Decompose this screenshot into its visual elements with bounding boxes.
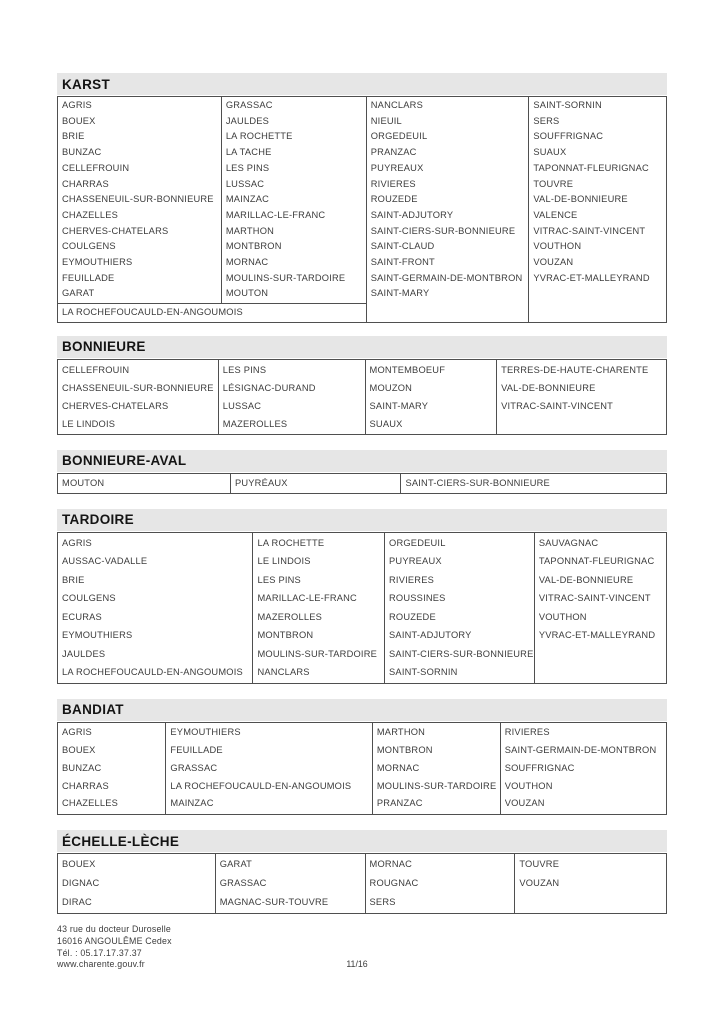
- commune-name: MONTBRON: [225, 241, 282, 252]
- commune-name: LA ROCHETTE: [225, 131, 293, 142]
- commune-name: VOUTHON: [504, 780, 553, 791]
- commune-name: LUSSAC: [225, 178, 265, 189]
- commune-name: VAL-DE-BONNIEURE: [501, 382, 596, 393]
- commune-name: SERS: [533, 115, 560, 126]
- commune-name: MOULINS-SUR-TARDOIRE: [225, 272, 346, 283]
- commune-name: VOUZAN: [533, 257, 574, 268]
- section-title: ÉCHELLE-LÈCHE: [62, 833, 180, 849]
- table-column: [221, 97, 366, 304]
- commune-name: FEUILLADE: [170, 744, 223, 755]
- commune-name: GRASSAC: [225, 100, 273, 110]
- section-bonnieure-aval: [57, 450, 667, 494]
- commune-name: MARILLAC-LE-FRANC: [225, 209, 326, 220]
- commune-name: SERS: [369, 897, 396, 908]
- table-column: [58, 854, 216, 914]
- commune-name: TAPONNAT-FLEURIGNAC: [533, 162, 649, 173]
- commune-name: VOUZAN: [504, 798, 545, 809]
- commune-name: JAULDES: [62, 648, 106, 659]
- commune-name: MOUZON: [369, 382, 413, 393]
- table-column: [58, 473, 231, 493]
- commune-name: MOULINS-SUR-TARDOIRE: [257, 648, 378, 659]
- commune-name: LA ROCHEFOUCAULD-EN-ANGOUMOIS: [62, 307, 243, 318]
- section-bonnieure: [57, 336, 667, 435]
- commune-name: GARAT: [62, 288, 95, 299]
- footer-website: www.charente.gouv.fr: [57, 959, 145, 970]
- commune-name: GRASSAC: [219, 878, 267, 889]
- commune-name: VAL-DE-BONNIEURE: [538, 574, 634, 585]
- sections-container: [57, 73, 667, 927]
- table-column: [215, 854, 365, 914]
- commune-name: BRIE: [62, 574, 85, 585]
- commune-name: MORNAC: [369, 859, 413, 870]
- commune-name: AGRIS: [62, 537, 92, 548]
- commune-name: BOUEX: [62, 859, 96, 870]
- commune-name: CHAZELLES: [62, 209, 119, 220]
- commune-name: MAINZAC: [225, 194, 270, 205]
- commune-name: CHERVES-CHATELARS: [62, 225, 169, 236]
- commune-name: ORGEDEUIL: [370, 131, 428, 142]
- commune-name: SAUVAGNAC: [538, 537, 599, 548]
- commune-name: LES PINS: [225, 162, 270, 173]
- commune-name: SAINT-ADJUTORY: [370, 209, 454, 220]
- table-column: [58, 359, 219, 434]
- commune-name: CHAZELLES: [62, 798, 119, 809]
- commune-name: SUAUX: [533, 147, 567, 158]
- commune-name: TOUVRE: [519, 859, 560, 870]
- commune-name: SAINT-CIERS-SUR-BONNIEURE: [389, 648, 534, 659]
- spanning-commune-cell: [58, 304, 367, 323]
- commune-table: [57, 96, 667, 323]
- commune-name: VOUTHON: [538, 611, 587, 622]
- commune-name: LA ROCHETTE: [257, 537, 325, 548]
- commune-name: MARILLAC-LE-FRANC: [257, 593, 357, 604]
- commune-name: FEUILLADE: [62, 272, 115, 283]
- commune-name: SAINT-CIERS-SUR-BONNIEURE: [405, 477, 550, 488]
- footer-address-line1: 43 rue du docteur Duroselle: [57, 924, 171, 934]
- commune-name: LES PINS: [222, 364, 267, 375]
- commune-name: CHERVES-CHATELARS: [62, 400, 169, 411]
- commune-name: CHARRAS: [62, 178, 109, 189]
- commune-name: BUNZAC: [62, 147, 102, 158]
- section-title-band: [57, 509, 667, 531]
- table-column: [401, 473, 667, 493]
- commune-name: MARTHON: [225, 225, 275, 236]
- commune-name: MAZEROLLES: [222, 418, 288, 429]
- commune-table: [57, 473, 667, 494]
- commune-name: TAPONNAT-FLEURIGNAC: [538, 556, 655, 567]
- commune-name: GRASSAC: [170, 762, 218, 773]
- section-title-band: [57, 450, 667, 472]
- commune-name: DIRAC: [62, 897, 92, 908]
- commune-name: MAINZAC: [170, 798, 214, 809]
- footer-address-line2: 16016 ANGOULÊME Cedex: [57, 935, 172, 946]
- empty-cell: [366, 304, 529, 323]
- commune-name: NIEUIL: [370, 115, 402, 126]
- commune-name: MARTHON: [376, 726, 426, 737]
- commune-name: BOUEX: [62, 115, 96, 126]
- commune-name: BUNZAC: [62, 762, 102, 773]
- section-bandiat: [57, 699, 667, 816]
- commune-name: ROUGNAC: [369, 878, 419, 889]
- commune-name: PRANZAC: [376, 798, 423, 809]
- section-title-band: [57, 73, 667, 95]
- commune-name: TERRES-DE-HAUTE-CHARENTE: [501, 364, 649, 375]
- commune-name: VALENCE: [533, 209, 578, 220]
- commune-name: YVRAC-ET-MALLEYRAND: [538, 630, 656, 641]
- commune-name: VOUTHON: [533, 241, 582, 252]
- table-column: [218, 359, 365, 434]
- commune-name: VITRAC-SAINT-VINCENT: [533, 225, 646, 236]
- table-column: [58, 722, 166, 815]
- commune-name: SAINT-GERMAIN-DE-MONTBRON: [370, 272, 523, 283]
- table-column: [385, 532, 535, 683]
- section-title: BONNIEURE-AVAL: [62, 453, 187, 469]
- commune-name: MORNAC: [225, 257, 269, 268]
- commune-name: PUYREAUX: [370, 162, 424, 173]
- commune-name: NANCLARS: [257, 667, 310, 678]
- table-column: [534, 532, 666, 683]
- commune-name: YVRAC-ET-MALLEYRAND: [533, 272, 650, 283]
- commune-name: MOUTON: [62, 477, 105, 488]
- commune-table: [57, 359, 667, 435]
- table-column: [372, 722, 500, 815]
- table-column: [365, 359, 497, 434]
- commune-name: LES PINS: [257, 574, 301, 585]
- commune-name: TOUVRE: [533, 178, 574, 189]
- commune-name: SAINT-CIERS-SUR-BONNIEURE: [370, 225, 516, 236]
- commune-name: MONTBRON: [376, 744, 433, 755]
- commune-name: JAULDES: [225, 115, 270, 126]
- footer-phone: Tél. : 05.17.17.37.37: [57, 947, 142, 958]
- commune-name: LE LINDOIS: [62, 418, 116, 429]
- commune-name: SAINT-MARY: [370, 288, 430, 299]
- table-column: [529, 97, 667, 304]
- commune-name: BOUEX: [62, 744, 96, 755]
- section-tardoire: [57, 509, 667, 684]
- commune-name: ORGEDEUIL: [389, 537, 446, 548]
- commune-name: ROUZEDE: [370, 194, 418, 205]
- commune-name: CHARRAS: [62, 780, 109, 791]
- commune-name: RIVIERES: [389, 574, 435, 585]
- table-column: [230, 473, 401, 493]
- commune-name: SAINT-ADJUTORY: [389, 630, 472, 641]
- table-column: [497, 359, 667, 434]
- commune-name: LUSSAC: [222, 400, 262, 411]
- table-column: [366, 97, 529, 304]
- commune-name: MORNAC: [376, 762, 420, 773]
- table-column: [500, 722, 666, 815]
- empty-cell: [529, 304, 667, 323]
- section-karst: [57, 73, 667, 323]
- table-column: [58, 532, 253, 683]
- commune-name: SAINT-SORNIN: [533, 100, 602, 110]
- commune-name: SUAUX: [369, 418, 403, 429]
- commune-name: BRIE: [62, 131, 85, 142]
- commune-name: CHASSENEUIL-SUR-BONNIEURE: [62, 194, 214, 205]
- commune-name: PUYREAUX: [389, 556, 442, 567]
- table-column: [166, 722, 372, 815]
- section-echelle-leche: [57, 830, 667, 914]
- commune-name: EYMOUTHIERS: [62, 630, 133, 641]
- section-title: BANDIAT: [62, 702, 124, 718]
- section-title-band: [57, 830, 667, 852]
- commune-name: DIGNAC: [62, 878, 100, 889]
- commune-name: ROUSSINES: [389, 593, 446, 604]
- table-column: [58, 97, 222, 304]
- commune-name: SAINT-MARY: [369, 400, 429, 411]
- commune-name: CHASSENEUIL-SUR-BONNIEURE: [62, 382, 214, 393]
- commune-name: AUSSAC-VADALLE: [62, 556, 148, 567]
- commune-name: SAINT-CLAUD: [370, 241, 435, 252]
- table-column: [515, 854, 667, 914]
- commune-name: PUYRÉAUX: [234, 477, 288, 488]
- section-title: TARDOIRE: [62, 512, 134, 528]
- page-number: 11/16: [346, 959, 368, 969]
- commune-name: COULGENS: [62, 241, 116, 252]
- commune-name: AGRIS: [62, 100, 92, 110]
- commune-name: SOUFFRIGNAC: [504, 762, 575, 773]
- commune-name: COULGENS: [62, 593, 116, 604]
- commune-name: VITRAC-SAINT-VINCENT: [538, 593, 651, 604]
- commune-name: SAINT-SORNIN: [389, 667, 458, 678]
- commune-name: RIVIERES: [370, 178, 416, 189]
- commune-name: GARAT: [219, 859, 253, 870]
- commune-name: RIVIERES: [504, 726, 550, 737]
- commune-table: [57, 722, 667, 816]
- commune-name: EYMOUTHIERS: [170, 726, 241, 737]
- commune-name: MAGNAC-SUR-TOUVRE: [219, 897, 329, 908]
- commune-name: LE LINDOIS: [257, 556, 311, 567]
- commune-name: CELLEFROUIN: [62, 162, 130, 173]
- commune-name: SAINT-GERMAIN-DE-MONTBRON: [504, 744, 657, 755]
- commune-name: VITRAC-SAINT-VINCENT: [501, 400, 614, 411]
- commune-table: [57, 853, 667, 914]
- commune-name: CELLEFROUIN: [62, 364, 130, 375]
- commune-name: SAINT-FRONT: [370, 257, 435, 268]
- section-title-band: [57, 699, 667, 721]
- commune-name: VAL-DE-BONNIEURE: [533, 194, 628, 205]
- commune-name: MOULINS-SUR-TARDOIRE: [376, 780, 497, 791]
- table-column: [365, 854, 515, 914]
- commune-name: MONTBRON: [257, 630, 314, 641]
- commune-name: EYMOUTHIERS: [62, 257, 133, 268]
- commune-name: MONTEMBOEUF: [369, 364, 446, 375]
- commune-name: AGRIS: [62, 726, 92, 737]
- commune-name: SOUFFRIGNAC: [533, 131, 604, 142]
- section-title: KARST: [62, 76, 110, 92]
- commune-table: [57, 532, 667, 684]
- commune-name: MAZEROLLES: [257, 611, 322, 622]
- commune-name: LÉSIGNAC-DURAND: [222, 382, 316, 393]
- commune-name: ECURAS: [62, 611, 102, 622]
- commune-name: LA ROCHEFOUCAULD-EN-ANGOUMOIS: [62, 667, 243, 678]
- section-title-band: [57, 336, 667, 358]
- commune-name: MOUTON: [225, 288, 269, 299]
- table-column: [253, 532, 385, 683]
- commune-name: NANCLARS: [370, 100, 423, 110]
- commune-name: LA ROCHEFOUCAULD-EN-ANGOUMOIS: [170, 780, 352, 791]
- commune-name: VOUZAN: [519, 878, 560, 889]
- commune-name: ROUZEDE: [389, 611, 436, 622]
- commune-name: LA TACHE: [225, 147, 272, 158]
- section-title: BONNIEURE: [62, 339, 146, 355]
- commune-name: PRANZAC: [370, 147, 417, 158]
